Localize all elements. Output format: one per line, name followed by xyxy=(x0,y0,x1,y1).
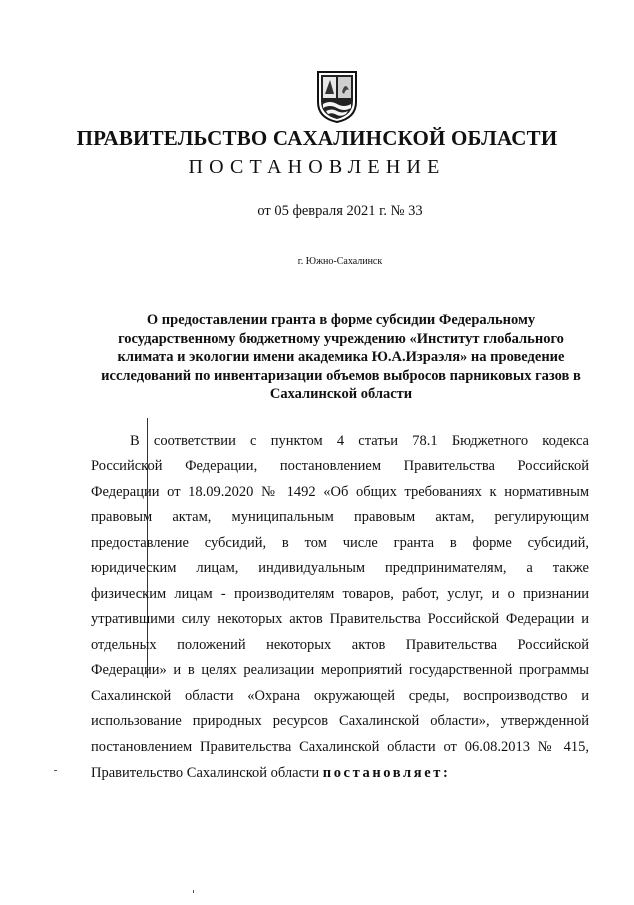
body-line: Федерации» и в целях реализации мероприятий государственной программы xyxy=(91,662,589,678)
body-line: отдельных положений некоторых актов Правительства Российской xyxy=(91,637,589,653)
body-line: В соответствии с пунктом 4 статьи 78.1 Бюджетного кодекса xyxy=(130,433,589,449)
body-line: постановлением Правительства Сахалинской области от 06.08.2013 № 415, xyxy=(91,739,589,755)
scan-speck xyxy=(193,890,194,893)
document-city: г. Южно-Сахалинск xyxy=(297,256,383,267)
body-line: утратившими силу некоторых актов Правительства Российской Федерации и xyxy=(91,611,589,627)
body-line: Сахалинской области «Охрана окружающей среды, воспроизводство и xyxy=(91,688,589,704)
government-title: ПРАВИТЕЛЬСТВО САХАЛИНСКОЙ ОБЛАСТИ xyxy=(76,126,558,150)
document-subject: О предоставлении гранта в форме субсидии Федеральному государственному бюджетному учреждению «Институт глобального климата и экологии имени академика Ю.А.Израэля» на проведение исследований по инвентаризации объемов выбросов парниковых газов в Сахалинской области xyxy=(101,312,581,402)
scan-speck xyxy=(54,770,57,771)
document-type: ПОСТАНОВЛЕНИЕ xyxy=(188,156,446,178)
coat-of-arms-icon xyxy=(314,68,360,124)
final-line-text: Правительство Сахалинской области xyxy=(91,765,320,781)
body-line: Федерации от 18.09.2020 № 1492 «Об общих требованиях к нормативным xyxy=(91,484,589,500)
body-line: физическим лицам - производителям товаров, работ, услуг, и о признании xyxy=(91,586,589,602)
body-line: Российской Федерации, постановлением Правительства Российской xyxy=(91,458,589,474)
resolves-keyword: постановляет: xyxy=(322,765,451,781)
body-line: юридическим лицам, индивидуальным предпринимателям, а также xyxy=(91,560,589,576)
document-date-number: от 05 февраля 2021 г. № 33 xyxy=(257,203,423,219)
body-final-line xyxy=(91,764,589,788)
body-line: использование природных ресурсов Сахалинской области», утвержденной xyxy=(91,713,589,729)
body-line: предоставление субсидий, в том числе гранта в форме субсидий, xyxy=(91,535,589,551)
body-line: правовым актам, муниципальным правовым актам, регулирующим xyxy=(91,509,589,525)
